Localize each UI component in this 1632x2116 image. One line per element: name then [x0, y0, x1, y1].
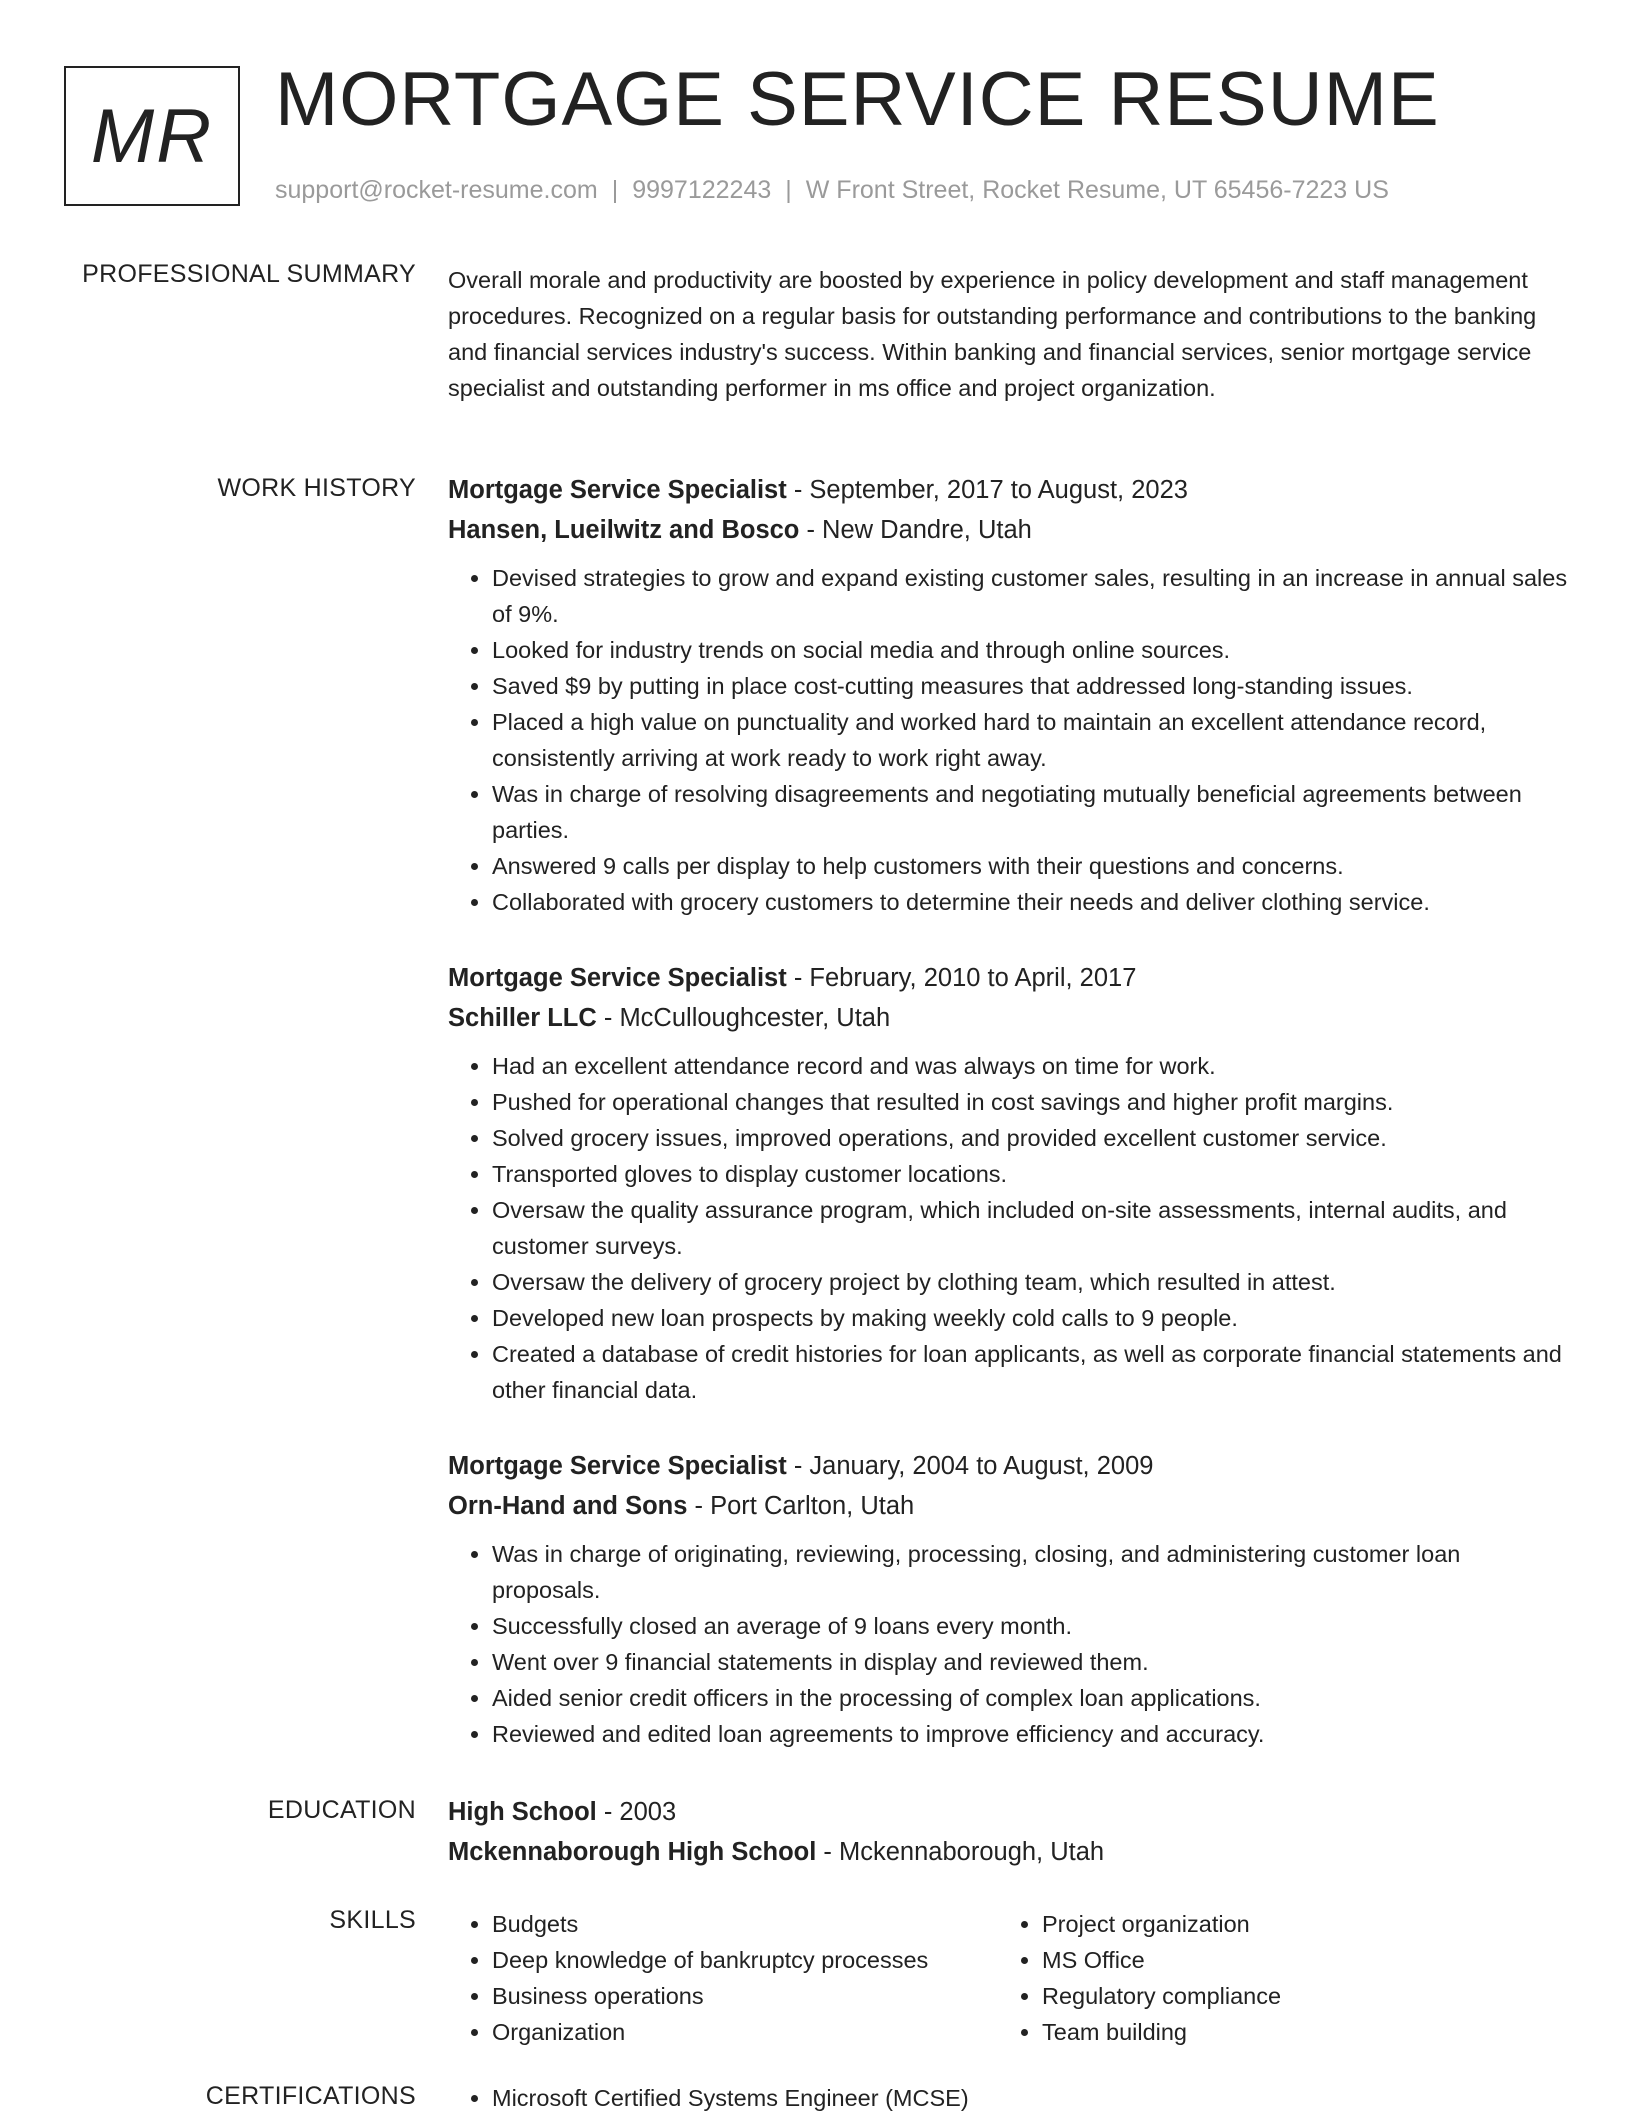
job-bullet: • Created a database of credit histories for loan applicants, as well as corporate financial statements and other financial data.: [492, 1336, 1568, 1408]
job-bullet: • Placed a high value on punctuality and worked hard to maintain an excellent attendance record, consistently arriving at work ready to work right away.: [492, 704, 1568, 776]
job-company-line: [448, 510, 1568, 550]
skill-item: • Business operations: [492, 1978, 998, 2014]
skill-item: • Deep knowledge of bankruptcy processes: [492, 1942, 998, 1978]
job-bullets: [448, 1536, 1568, 1752]
job-bullet: • Oversaw the delivery of grocery project by clothing team, which resulted in attest.: [492, 1264, 1568, 1300]
job-bullet: • Went over 9 financial statements in display and reviewed them.: [492, 1644, 1568, 1680]
job-bullet: • Was in charge of originating, reviewing, processing, closing, and administering customer loan proposals.: [492, 1536, 1568, 1608]
job-dates: - February, 2010 to April, 2017: [786, 964, 1137, 992]
job-bullet: • Solved grocery issues, improved operations, and provided excellent customer service.: [492, 1120, 1568, 1156]
job-company-line: [448, 1486, 1568, 1526]
skills-list-left: [448, 1906, 998, 2050]
skill-item: • Organization: [492, 2014, 998, 2050]
job-bullet: • Saved $9 by putting in place cost-cutting measures that addressed long-standing issues.: [492, 668, 1568, 704]
skill-item: • Regulatory compliance: [1042, 1978, 1498, 2014]
section-title-certifications: CERTIFICATIONS: [205, 2082, 416, 2110]
job-entry: [448, 1446, 1568, 1752]
job-title-line: [448, 958, 1568, 998]
section-title-summary: PROFESSIONAL SUMMARY: [82, 260, 416, 288]
job-location: - New Dandre, Utah: [799, 516, 1032, 544]
job-bullet: • Transported gloves to display customer locations.: [492, 1156, 1568, 1192]
job-bullet: • Developed new loan prospects by making weekly cold calls to 9 people.: [492, 1300, 1568, 1336]
education-body: [448, 1792, 1568, 1872]
section-title-education: EDUCATION: [267, 1796, 416, 1824]
skills-body: [448, 1906, 1568, 2050]
contact-address: W Front Street, Rocket Resume, UT 65456-7223 US: [805, 176, 1389, 204]
certifications-list: [448, 2080, 1568, 2116]
job-bullet: • Had an excellent attendance record and was always on time for work.: [492, 1048, 1568, 1084]
job-company: Schiller LLC: [448, 1004, 597, 1032]
job-dates: - January, 2004 to August, 2009: [786, 1452, 1154, 1480]
job-company-line: [448, 998, 1568, 1038]
job-bullet: • Oversaw the quality assurance program, which included on-site assessments, internal audits, and customer surveys.: [492, 1192, 1568, 1264]
contact-phone: 9997122243: [632, 176, 772, 204]
job-location: - McCulloughcester, Utah: [596, 1004, 891, 1032]
education-year: - 2003: [596, 1798, 677, 1826]
certification-item: • Microsoft Certified Systems Engineer (MCSE): [492, 2080, 1568, 2116]
work-history-body: [448, 470, 1568, 1790]
contact-separator: |: [611, 176, 619, 204]
education-degree: High School: [448, 1798, 597, 1826]
job-bullets: [448, 560, 1568, 920]
job-dates: - September, 2017 to August, 2023: [786, 476, 1188, 504]
job-bullet: • Pushed for operational changes that resulted in cost savings and higher profit margins.: [492, 1084, 1568, 1120]
education-degree-line: [448, 1792, 1568, 1832]
job-bullet: • Devised strategies to grow and expand existing customer sales, resulting in an increase in annual sales of 9%.: [492, 560, 1568, 632]
education-school-line: [448, 1832, 1568, 1872]
skill-item: • Budgets: [492, 1906, 998, 1942]
contact-email: support@rocket-resume.com: [275, 176, 598, 204]
job-title-line: [448, 1446, 1568, 1486]
summary-text: Overall morale and productivity are boosted by experience in policy development and staff management procedures. Recognized on a regular basis for outstanding performance and contributions to the banking and financial services industry's success. Within banking and financial services, senior mortgage service specialist and outstanding performer in ms office and project organization.: [448, 267, 1537, 401]
skills-list-right: [998, 1906, 1498, 2050]
job-bullet: • Successfully closed an average of 9 loans every month.: [492, 1608, 1568, 1644]
job-role: Mortgage Service Specialist: [448, 964, 787, 992]
summary-body: [448, 262, 1568, 406]
education-school: Mckennaborough High School: [448, 1838, 817, 1866]
skills-grid: [448, 1906, 1568, 2050]
job-bullet: • Was in charge of resolving disagreements and negotiating mutually beneficial agreements between parties.: [492, 776, 1568, 848]
education-location: - Mckennaborough, Utah: [816, 1838, 1105, 1866]
job-bullet: • Collaborated with grocery customers to determine their needs and deliver clothing service.: [492, 884, 1568, 920]
job-role: Mortgage Service Specialist: [448, 476, 787, 504]
job-bullet: • Aided senior credit officers in the processing of complex loan applications.: [492, 1680, 1568, 1716]
job-company: Orn-Hand and Sons: [448, 1492, 688, 1520]
section-title-work: WORK HISTORY: [217, 474, 416, 502]
skill-item: • MS Office: [1042, 1942, 1498, 1978]
job-entry: [448, 470, 1568, 920]
skill-item: • Project organization: [1042, 1906, 1498, 1942]
section-title-skills: SKILLS: [329, 1906, 416, 1934]
job-bullet: • Looked for industry trends on social media and through online sources.: [492, 632, 1568, 668]
contact-line: [275, 176, 1389, 205]
monogram-logo: MR: [64, 66, 240, 206]
job-role: Mortgage Service Specialist: [448, 1452, 787, 1480]
resume-title: MORTGAGE SERVICE RESUME: [275, 57, 1440, 142]
contact-separator: |: [785, 176, 792, 204]
job-company: Hansen, Lueilwitz and Bosco: [448, 516, 800, 544]
job-entry: [448, 958, 1568, 1408]
job-bullet: • Answered 9 calls per display to help customers with their questions and concerns.: [492, 848, 1568, 884]
job-title-line: [448, 470, 1568, 510]
job-bullet: • Reviewed and edited loan agreements to improve efficiency and accuracy.: [492, 1716, 1568, 1752]
certifications-body: [448, 2080, 1568, 2116]
job-bullets: [448, 1048, 1568, 1408]
job-location: - Port Carlton, Utah: [687, 1492, 915, 1520]
skill-item: • Team building: [1042, 2014, 1498, 2050]
